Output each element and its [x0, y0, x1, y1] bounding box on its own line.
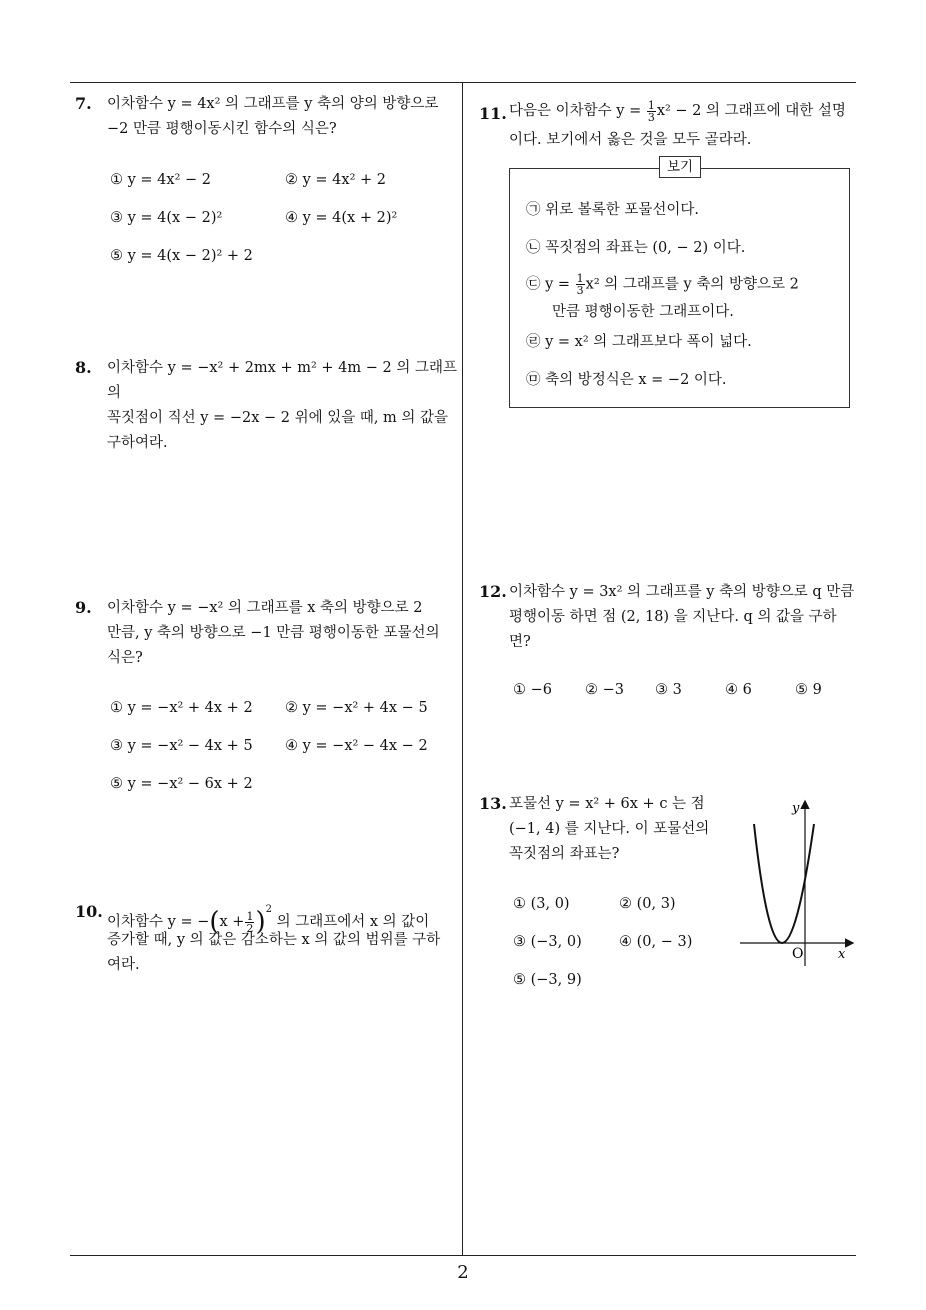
- option-3[interactable]: ③ 3: [655, 682, 682, 698]
- question-text-line: (−1, 4) 를 지난다. 이 포물선의: [509, 821, 710, 837]
- option-1[interactable]: ① (3, 0): [513, 896, 570, 912]
- question-text: [107, 892, 459, 978]
- question-text-line: 이차함수 y = 3x² 의 그래프를 y 축의 방향으로 q 만큼: [509, 584, 855, 600]
- parabola-graph: [738, 796, 858, 966]
- question-text: [509, 792, 749, 867]
- question-text-line: 이차함수 y = −x² + 2mx + m² + 4m − 2 의 그래프의: [107, 360, 457, 401]
- option-4[interactable]: ④ (0, − 3): [619, 934, 693, 950]
- example-box: [509, 168, 850, 408]
- question-number: 7.: [75, 94, 92, 113]
- statement-1: ㉠ 위로 볼록한 포물선이다.: [526, 202, 700, 218]
- option-1[interactable]: ① y = 4x² − 2: [110, 172, 211, 188]
- question-text-line: 식은?: [107, 650, 143, 666]
- fraction: $\frac{1}{2}$: [246, 909, 254, 935]
- option-3[interactable]: ③ y = −x² − 4x + 5: [110, 738, 253, 754]
- question-text-line: 이차함수 y = −x² 의 그래프를 x 축의 방향으로 2: [107, 600, 423, 616]
- question-13: [479, 794, 739, 994]
- statement-3-line-2: 만큼 평행이동한 그래프이다.: [552, 304, 734, 320]
- option-4[interactable]: ④ 6: [725, 682, 752, 698]
- question-text: [509, 94, 859, 153]
- question-text-line: 여라.: [107, 957, 140, 973]
- option-1[interactable]: ① y = −x² + 4x + 2: [110, 700, 253, 716]
- option-5[interactable]: ⑤ (−3, 9): [513, 972, 582, 988]
- question-number: 9.: [75, 598, 92, 617]
- x-axis-label: x: [838, 947, 846, 962]
- bottom-rule: [70, 1255, 856, 1256]
- option-5[interactable]: ⑤ 9: [795, 682, 822, 698]
- question-text: [509, 580, 859, 655]
- option-2[interactable]: ② −3: [585, 682, 624, 698]
- question-text-line: 면?: [509, 634, 531, 650]
- question-10: [75, 900, 460, 990]
- option-3[interactable]: ③ (−3, 0): [513, 934, 582, 950]
- question-text-line: 이차함수 y = −(x + $\frac{1}{2}$ )$^2$ 의 그래프에서 x 의 값이: [107, 904, 430, 937]
- question-text-line: 만큼, y 축의 방향으로 −1 만큼 평행이동한 포물선의: [107, 625, 440, 641]
- fraction: $\frac{1}{3}$: [647, 98, 655, 124]
- option-1[interactable]: ① −6: [513, 682, 552, 698]
- option-5[interactable]: ⑤ y = −x² − 6x + 2: [110, 776, 253, 792]
- statement-3: ㉢ y = $\frac{1}{3}$ x² 의 그래프를 y 축의 방향으로 2: [526, 272, 799, 297]
- option-4[interactable]: ④ y = −x² − 4x − 2: [285, 738, 428, 754]
- question-11: [479, 100, 859, 150]
- question-number: 8.: [75, 358, 92, 377]
- option-2[interactable]: ② y = 4x² + 2: [285, 172, 386, 188]
- question-text: [107, 596, 459, 671]
- fraction: $\frac{1}{3}$: [576, 272, 584, 297]
- question-text-line: 증가할 때, y 의 값은 감소하는 x 의 값의 범위를 구하: [107, 932, 441, 948]
- question-number: 10.: [75, 902, 103, 921]
- question-text: [107, 356, 459, 456]
- option-4[interactable]: ④ y = 4(x + 2)²: [285, 210, 398, 226]
- column-divider: [462, 82, 463, 1256]
- question-number: 13.: [479, 794, 507, 813]
- y-axis-label: y: [792, 801, 800, 816]
- question-text-line: 이차함수 y = 4x² 의 그래프를 y 축의 양의 방향으로: [107, 96, 439, 112]
- question-text-line: −2 만큼 평행이동시킨 함수의 식은?: [107, 121, 337, 137]
- question-text-line: 꼭짓점이 직선 y = −2x − 2 위에 있을 때, m 의 값을: [107, 410, 449, 426]
- question-number: 12.: [479, 582, 507, 601]
- option-2[interactable]: ② (0, 3): [619, 896, 676, 912]
- question-12: [479, 582, 859, 702]
- question-text-line: 꼭짓점의 좌표는?: [509, 846, 620, 862]
- top-rule: [70, 82, 856, 83]
- question-8: [75, 358, 460, 451]
- question-9: [75, 598, 460, 798]
- question-text-line: 평행이동 하면 점 (2, 18) 을 지난다. q 의 값을 구하: [509, 609, 837, 625]
- example-box-label: 보기: [659, 156, 701, 178]
- page-number: 2: [457, 1262, 469, 1283]
- option-2[interactable]: ② y = −x² + 4x − 5: [285, 700, 428, 716]
- statement-2: ㉡ 꼭짓점의 좌표는 (0, − 2) 이다.: [526, 240, 746, 256]
- question-text-line: 이다. 보기에서 옳은 것을 모두 골라라.: [509, 132, 752, 148]
- statement-5: ㉤ 축의 방정식은 x = −2 이다.: [526, 372, 727, 388]
- question-text: [107, 92, 459, 142]
- option-3[interactable]: ③ y = 4(x − 2)²: [110, 210, 223, 226]
- question-7: [75, 94, 460, 274]
- question-text-line: 포물선 y = x² + 6x + c 는 점: [509, 796, 705, 812]
- option-5[interactable]: ⑤ y = 4(x − 2)² + 2: [110, 248, 253, 264]
- origin-label: O: [792, 946, 804, 962]
- question-text-line: 구하여라.: [107, 435, 168, 451]
- question-number: 11.: [479, 104, 507, 123]
- question-text-line: 다음은 이차함수 y = $\frac{1}{3}$ x² − 2 의 그래프에 대한 설명: [509, 98, 846, 124]
- statement-4: ㉣ y = x² 의 그래프보다 폭이 넓다.: [526, 334, 752, 350]
